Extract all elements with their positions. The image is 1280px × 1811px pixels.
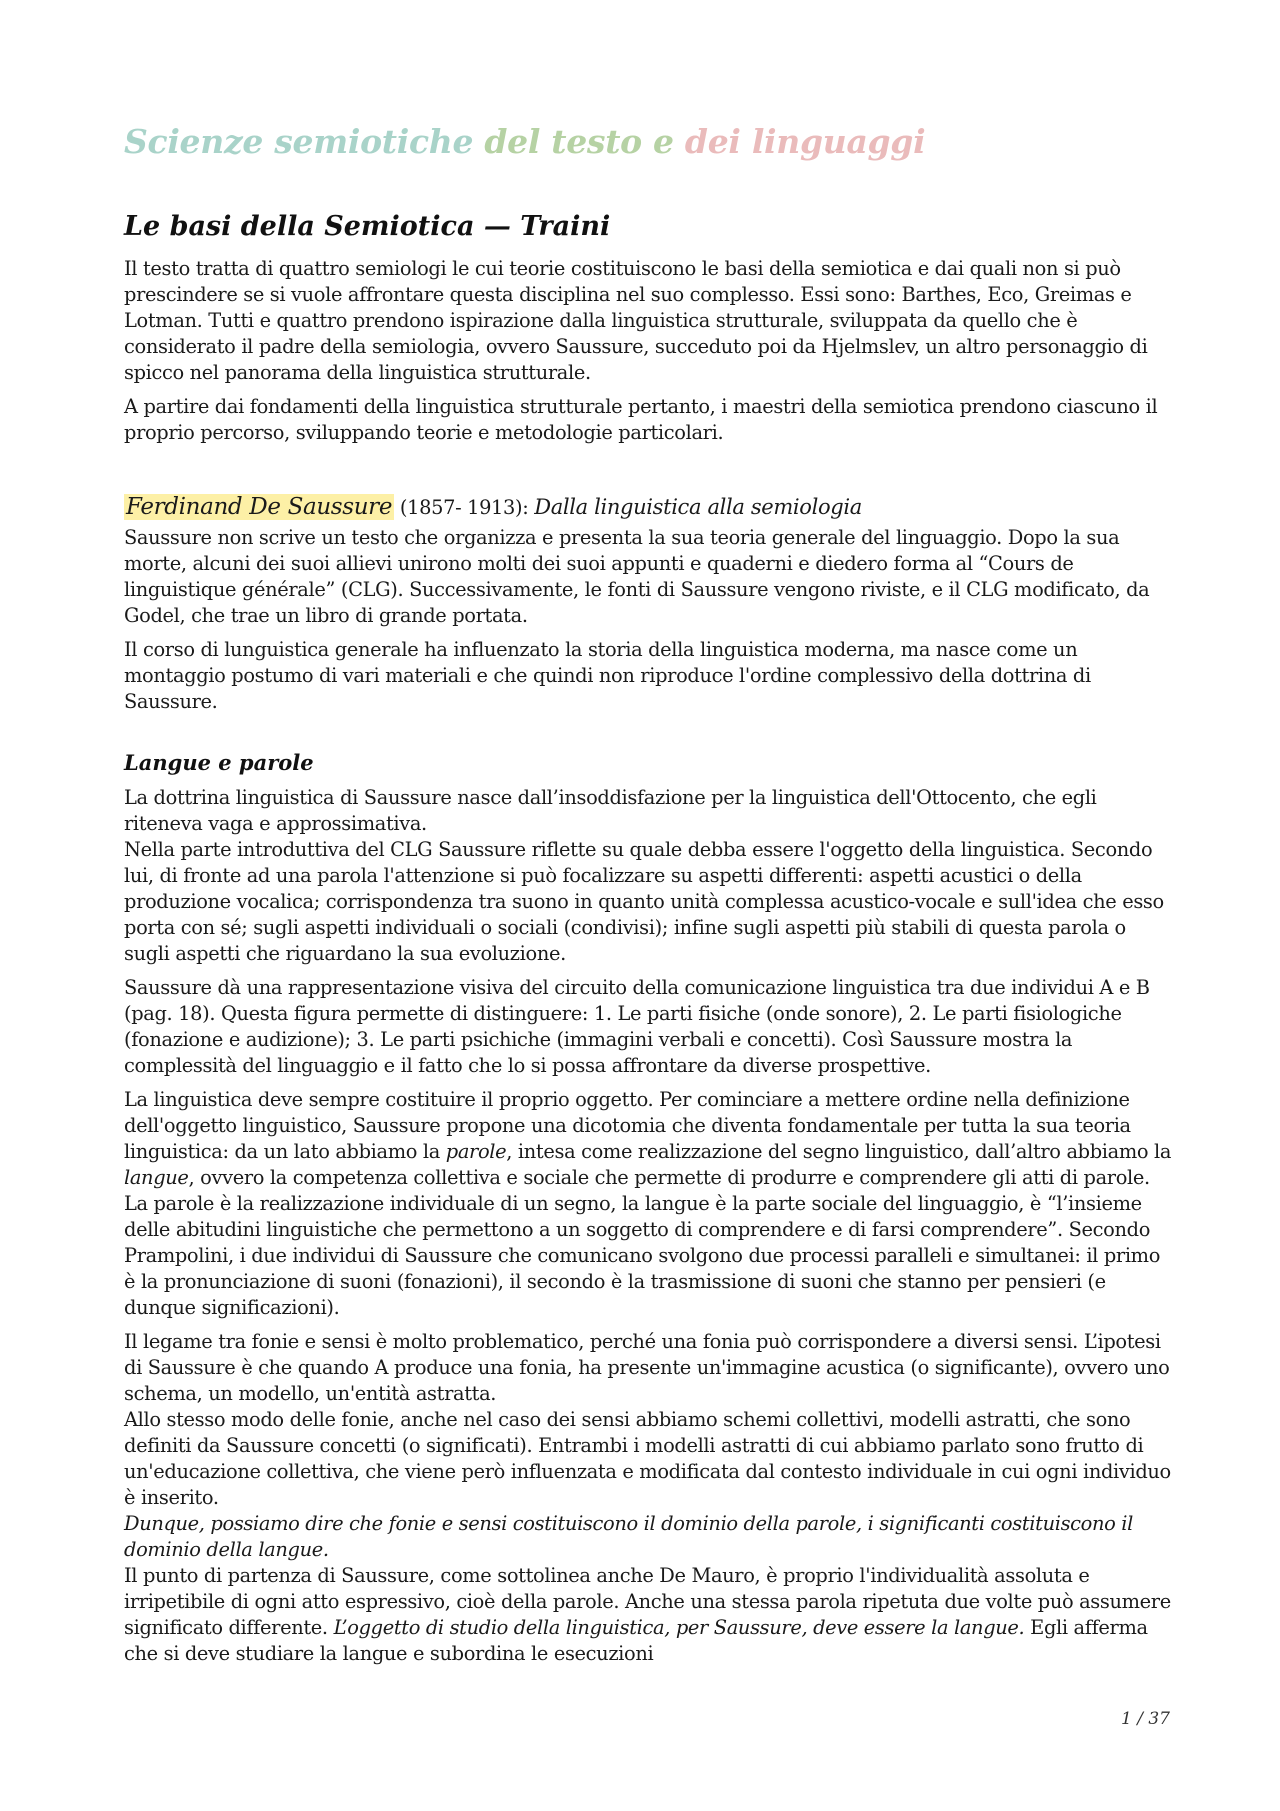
langue-paragraph-8 — [124, 1563, 1172, 1667]
term-langue: langue — [124, 1166, 189, 1189]
highlighted-name: Ferdinand De Saussure — [126, 494, 393, 520]
text-run: , ovvero la competenza collettiva e sociale che permette di produrre e comprendere gli atti di parole. La parole è la realizzazione individuale di un segno, la langue è la parte sociale del linguaggio, è “l’insieme delle abitudini linguistiche che permettono a un soggetto di comprendere e di farsi comprendere”. Secondo Prampolini, i due individui di Saussure che comunicano svolgono due processi paralleli e simultanei: il primo è la pronunciazione di suoni (fonazioni), il secondo è la trasmissione di suoni che stanno per pensieri (e dunque significazioni). — [124, 1166, 1161, 1319]
page-content — [124, 118, 1172, 1675]
italic-statement: Dunque, possiamo dire che fonie e sensi costituiscono il dominio della parole, i significanti costituiscono il dominio della langue. — [124, 1512, 1133, 1561]
document-title — [124, 118, 1172, 166]
saussure-paragraph-1: Saussure non scrive un testo che organizza e presenta la sua teoria generale del linguaggio. Dopo la sua morte, alcuni dei suoi allievi unirono molti dei suoi appunti e quaderni e diedero forma al “Cours de linguistique générale” (CLG). Successivamente, le fonti di Saussure vengono riviste, e il CLG modificato, da Godel, che trae un libro di grande portata. — [124, 526, 1150, 627]
title-part-2: del testo e — [473, 122, 674, 161]
langue-paragraph-3: Saussure dà una rappresentazione visiva del circuito della comunicazione linguistica tra due individui A e B (pag. 18). Questa figura permette di distinguere: 1. Le parti fisiche (onde sonore), 2. Le parti fisiologiche (fonazione e audizione); 3. Le parti psichiche (immagini verbali e concetti). Così Saussure mostra la complessità del linguaggio e il fatto che lo si possa affrontare da diverse prospettive. — [124, 976, 1150, 1077]
langue-paragraph-1: La dottrina linguistica di Saussure nasce dall’insoddisfazione per la linguistica dell'Ottocento, che egli riteneva vaga e approssimativa. — [124, 786, 1097, 835]
section-title: Le basi della Semiotica — Traini — [124, 211, 611, 242]
intro-paragraph-2: A partire dai fondamenti della linguistica strutturale pertanto, i maestri della semiotica prendono ciascuno il proprio percorso, sviluppando teorie e metodologie particolari. — [124, 395, 1158, 444]
langue-paragraph-2: Nella parte introduttiva del CLG Saussure riflette su quale debba essere l'oggetto della linguistica. Secondo lui, di fronte ad una parola l'attenzione si può focalizzare su aspetti differenti: aspetti acustici o della produzione vocalica; corrispondenza tra suono in quanto unità complessa acustico-vocale e sull'idea che esso porta con sé; sugli aspetti individuali o sociali (condivisi); infine sugli aspetti più stabili di questa parola o sugli aspetti che riguardano la sua evoluzione. — [124, 838, 1164, 965]
langue-parole-heading: Langue e parole — [124, 750, 314, 775]
title-part-3: dei linguaggi — [673, 122, 926, 161]
saussure-subtitle: Dalla linguistica alla semiologia — [534, 495, 862, 519]
langue-paragraph-5: Il legame tra fonie e sensi è molto problematico, perché una fonia può corrispondere a diversi sensi. L’ipotesi di Saussure è che quando A produce una fonia, ha presente un'immagine acustica (o significante), ovvero uno schema, un modello, un'entità astratta. — [124, 1330, 1170, 1405]
text-run: Il punto di partenza di Saussure, come sottolinea anche De Mauro, è proprio l'individualità assoluta e irripetibile di ogni atto espressivo, cioè della parole. Anche una stessa parola ripetuta due volte può assumere significato differente. — [124, 1564, 1171, 1639]
page-number: 1 / 37 — [1121, 1709, 1170, 1729]
intro-paragraph-1: Il testo tratta di quattro semiologi le cui teorie costituiscono le basi della semiotica e dai quali non si può prescindere se si vuole affrontare questa disciplina nel suo complesso. Essi sono: Barthes, Eco, Greimas e Lotman. Tutti e quattro prendono ispirazione dalla linguistica strutturale, sviluppata da quello che è considerato il padre della semiologia, ovvero Saussure, succeduto poi da Hjelmslev, un altro personaggio di spicco nel panorama della linguistica strutturale. — [124, 257, 1148, 384]
saussure-years: (1857- 1913): — [394, 496, 535, 519]
text-run: Egli afferma che si deve studiare la langue e subordina le esecuzioni — [124, 1616, 1148, 1665]
text-run: La linguistica deve sempre costituire il proprio oggetto. Per cominciare a mettere ordine nella definizione dell'oggetto linguistico, Saussure propone una dicotomia che diventa fondamentale per tutta la sua teoria linguistica: da un lato abbiamo la — [124, 1088, 1131, 1163]
langue-paragraph-7 — [124, 1511, 1172, 1563]
saussure-heading — [124, 492, 1172, 523]
langue-paragraph-6: Allo stesso modo delle fonie, anche nel caso dei sensi abbiamo schemi collettivi, modelli astratti, che sono definiti da Saussure concetti (o significati). Entrambi i modelli astratti di cui abbiamo parlato sono frutto di un'educazione collettiva, che viene però influenzata e modificata dal contesto individuale in cui ogni individuo è inserito. — [124, 1408, 1171, 1509]
title-part-1: Scienze semiotiche — [124, 122, 474, 161]
text-run: , intesa come realizzazione del segno linguistico, dall’altro abbiamo la — [506, 1140, 1172, 1163]
saussure-paragraph-2: Il corso di lunguistica generale ha influenzato la storia della linguistica moderna, ma nasce come un montaggio postumo di vari materiali e che quindi non riproduce l'ordine complessivo della dottrina di Saussure. — [124, 638, 1091, 713]
langue-paragraph-4 — [124, 1087, 1172, 1321]
term-parole: parole — [445, 1140, 507, 1163]
italic-statement: L’oggetto di studio della linguistica, per Saussure, deve essere la langue. — [333, 1616, 1025, 1639]
